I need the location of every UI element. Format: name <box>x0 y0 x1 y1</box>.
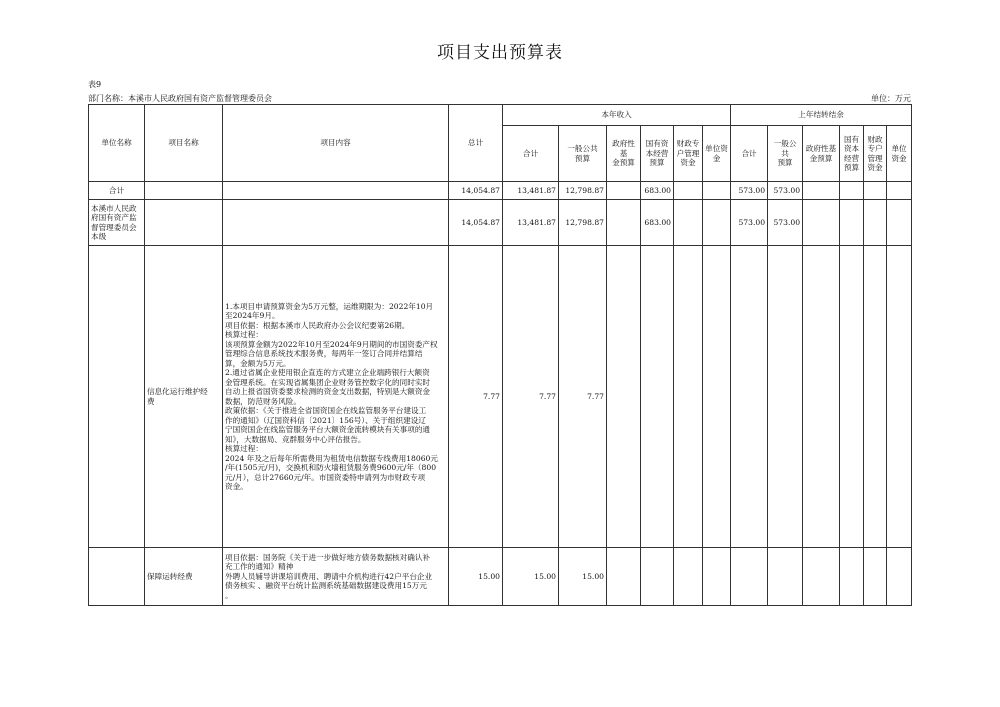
cell-sub-total: 13,481.87 <box>503 182 559 200</box>
cell-prior-sub-total: 573.00 <box>731 200 768 246</box>
header-project-name: 项目名称 <box>145 105 223 182</box>
cell-prior-unit-funds <box>887 182 912 200</box>
table-number: 表9 <box>88 80 102 89</box>
cell-total: 7.77 <box>449 246 503 548</box>
cell-prior-state-capital <box>840 246 864 548</box>
header-total: 总计 <box>449 105 503 182</box>
unit-label: 单位：万元 <box>871 94 911 103</box>
header-current-income: 本年收入 <box>503 105 731 126</box>
cell-prior-fiscal-special <box>864 182 887 200</box>
header-gov-fund: 政府性基 金预算 <box>607 126 641 182</box>
header-unit-funds: 单位资 金 <box>703 126 731 182</box>
header-prior-unit-funds: 单位 资金 <box>887 126 912 182</box>
cell-content: 项目依据：国务院《关于进一步做好地方债务数据核对确认补 充工作的通知》精神 外聘人员辅导讲课培训费用、聘请中介机构进行42户平台企业 债务核实 、融资平台统计监测系统基础数据建设费用15万元 。 <box>223 548 449 606</box>
cell-prior-sub-total <box>731 246 768 548</box>
table-row <box>89 200 912 246</box>
cell-prior-sub-total: 573.00 <box>731 182 768 200</box>
cell-content <box>223 200 449 246</box>
cell-prior-gov-fund <box>803 182 840 200</box>
cell-prior-gov-fund <box>803 246 840 548</box>
header-state-capital: 国有资 本经营 预算 <box>641 126 674 182</box>
budget-table <box>88 104 912 606</box>
cell-fiscal-special <box>674 200 703 246</box>
cell-prior-state-capital <box>840 200 864 246</box>
cell-fiscal-special <box>674 182 703 200</box>
header-prior-fiscal-special: 财政 专户 管理 资金 <box>864 126 887 182</box>
cell-state-capital <box>641 246 674 548</box>
header-general-budget: 一般公共 预算 <box>559 126 607 182</box>
header-sub-total: 合计 <box>503 126 559 182</box>
table-row <box>89 548 912 606</box>
header-prior-general-budget: 一般公 共 预算 <box>768 126 803 182</box>
cell-prior-unit-funds <box>887 548 912 606</box>
cell-gov-fund <box>607 182 641 200</box>
cell-total: 14,054.87 <box>449 182 503 200</box>
page-title: 项目支出预算表 <box>437 43 563 63</box>
cell-prior-general-budget <box>768 246 803 548</box>
cell-unit-funds <box>703 200 731 246</box>
cell-unit-funds <box>703 246 731 548</box>
cell-prior-general-budget <box>768 548 803 606</box>
cell-prior-fiscal-special <box>864 246 887 548</box>
cell-project-name: 信息化运行维护经 费 <box>145 246 223 548</box>
cell-fiscal-special <box>674 246 703 548</box>
cell-gov-fund <box>607 246 641 548</box>
cell-total: 15.00 <box>449 548 503 606</box>
header-unit-name: 单位名称 <box>89 105 145 182</box>
cell-general-budget: 12,798.87 <box>559 200 607 246</box>
cell-total: 14,054.87 <box>449 200 503 246</box>
cell-gov-fund <box>607 548 641 606</box>
cell-unit-name: 本溪市人民政 府国有资产监 督管理委员会 本级 <box>89 200 145 246</box>
cell-unit-funds <box>703 182 731 200</box>
cell-project-name: 保障运转经费 <box>145 548 223 606</box>
cell-fiscal-special <box>674 548 703 606</box>
cell-project-name <box>145 182 223 200</box>
cell-unit-name <box>89 548 145 606</box>
cell-prior-unit-funds <box>887 200 912 246</box>
cell-content <box>223 182 449 200</box>
cell-prior-state-capital <box>840 182 864 200</box>
cell-prior-unit-funds <box>887 246 912 548</box>
cell-state-capital: 683.00 <box>641 200 674 246</box>
cell-sub-total: 7.77 <box>503 246 559 548</box>
cell-prior-general-budget: 573.00 <box>768 182 803 200</box>
cell-project-name <box>145 200 223 246</box>
cell-state-capital: 683.00 <box>641 182 674 200</box>
cell-prior-state-capital <box>840 548 864 606</box>
header-prior-gov-fund: 政府性基 金预算 <box>803 126 840 182</box>
header-fiscal-special: 财政专 户管理 资金 <box>674 126 703 182</box>
cell-content: 1.本项目申请预算资金为5万元整，运维期限为：2022年10月 至2024年9月。 项目依据：根据本溪市人民政府办公会议纪要第26期。 核算过程： 该项预算金额为2022年10月至2024年9月期间的市国资委产权 管理综合信息系统技术服务费，每两年一签订合同并结算结 算，金额为5万元。 2.通过省属企业使用银企直连的方式建立企业端跨银行大额资 金管理系统。在实现省属集团企业财务管控数字化的同时实时 自动上报省国资委要求检测的资金支出数据，特别是大额资金 数据，防范财务风险。 政策依据：《关于推进全省国资国企在线监管服务平台建设工 作的通知》（辽国资科信〔2021〕156号）、关于组织建设辽 宁国资国企在线监管服务平台大额资金流转模块有关事项的通 知》，大数据局、竞群服务中心评估报告。 核算过程： 2024 年及之后每年所需费用为租赁电信数据专线费用18060元 /年(1505元/月)，交换机和防火墙租赁服务费9600元/年（800 元/月），总计27660元/年。市国资委特申请列为市财政专项 资金。 <box>223 246 449 548</box>
department-name: 部门名称：本溪市人民政府国有资产监督管理委员会 <box>88 94 272 103</box>
cell-general-budget: 15.00 <box>559 548 607 606</box>
cell-sub-total: 15.00 <box>503 548 559 606</box>
cell-gov-fund <box>607 200 641 246</box>
cell-unit-funds <box>703 548 731 606</box>
header-prior-state-capital: 国有 资本 经营 预算 <box>840 126 864 182</box>
cell-prior-gov-fund <box>803 200 840 246</box>
cell-prior-general-budget: 573.00 <box>768 200 803 246</box>
cell-sub-total: 13,481.87 <box>503 200 559 246</box>
cell-prior-fiscal-special <box>864 200 887 246</box>
cell-general-budget: 12,798.87 <box>559 182 607 200</box>
header-prior-sub-total: 合计 <box>731 126 768 182</box>
cell-prior-gov-fund <box>803 548 840 606</box>
cell-prior-fiscal-special <box>864 548 887 606</box>
header-row-1 <box>89 105 912 126</box>
header-project-content: 项目内容 <box>223 105 449 182</box>
table-row <box>89 246 912 548</box>
cell-unit-name: 合计 <box>89 182 145 200</box>
table-row <box>89 182 912 200</box>
cell-general-budget: 7.77 <box>559 246 607 548</box>
cell-unit-name <box>89 246 145 548</box>
cell-state-capital <box>641 548 674 606</box>
cell-prior-sub-total <box>731 548 768 606</box>
header-prior-carryover: 上年结转结余 <box>731 105 912 126</box>
